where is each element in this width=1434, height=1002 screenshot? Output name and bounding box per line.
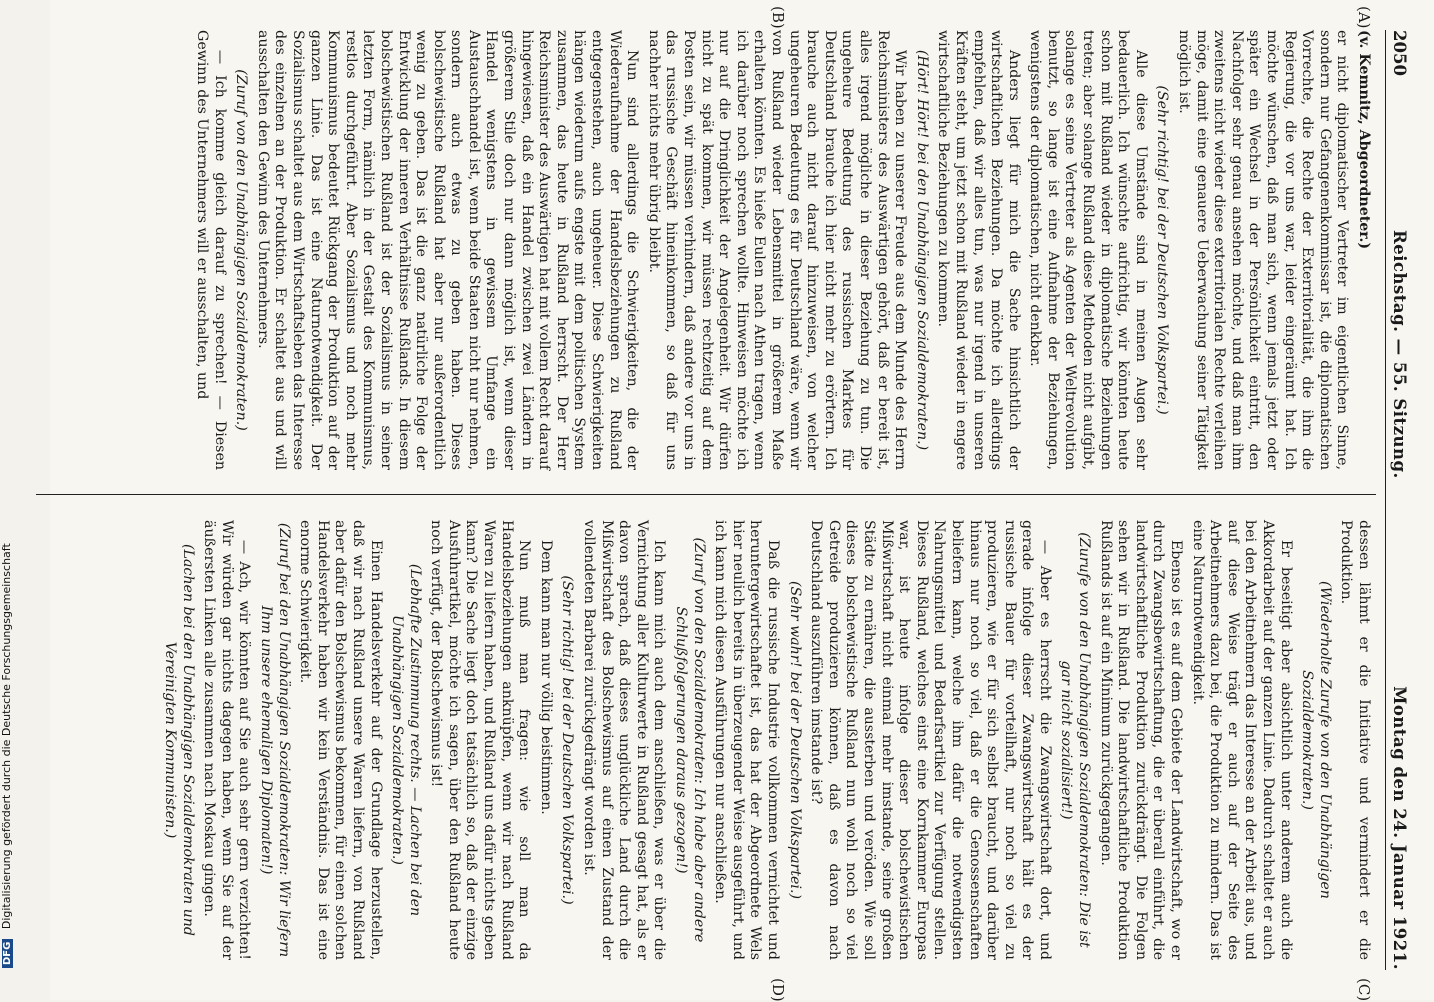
funding-credit-text: Digitalisierung gefördert durch die Deutsche Forschungsgemeinschaft	[0, 543, 13, 930]
paragraph: — Aber es herrscht die Zwangswirtschaft dort, und gerade infolge dieser Zwangswirtschaft hält es der russische Bauer für vorteilhaft, nur noch so viel zu produzieren, wie er für sich selbst braucht, und darüber hinaus nur noch so viel, daß er die Genossenschaften beliefern kann, welche ihm dafür die notwendigsten Nahrungsmittel und Bedarfsartikel zur Verfügung stellen. Dieses Rußland, welches einst eine Kornkammer Europas war, ist heute infolge dieser bolschewistischen Mißwirtschaft nicht einmal mehr imstande, seine großen Städte zu ernähren, die aussterben und veröden. Wie soll dieses bolschewistische Rußland nun wohl noch so viel Getreide produzieren können, daß es davon nach Deutschland auszuführen imstande ist?	[808, 520, 1053, 960]
page-header	[1385, 30, 1410, 970]
reaction: (Zurufe von den Unabhängigen Sozialdemokraten: Die ist gar nicht sozialisiert!)	[1058, 532, 1093, 948]
session-date: Montag den 24. Januar 1921.	[1390, 686, 1409, 970]
reaction: (Lebhafte Zustimmung rechts. — Lachen bei den Unabhängigen Sozialdemokraten.)	[389, 563, 423, 917]
paragraph: Er beseitigt aber absichtlich unter anderem auch die Akkordarbeit auf der ganzen Linie. Dadurch schaltet er auch bei den Arbeitnehmern das Interesse an der Arbeit aus, und auf diese Weise trägt er auch auf der Seite des Arbeitnehmers dazu bei, die Produktion zu mindern. Das ist eine Naturnotwendigkeit.	[1189, 520, 1294, 960]
reaction: (Lachen bei den Unabhängigen Sozialdemokraten und Vereinigten Kommunisten.)	[162, 544, 196, 936]
reaction: (Wiederholte Zurufe von den Unabhängigen Sozialdemokraten.)	[1299, 581, 1333, 899]
paragraph: Dem kann man nur völlig beistimmen.	[537, 539, 554, 815]
dfg-logo-icon: DFG	[2, 939, 13, 968]
funding-credit	[0, 0, 13, 968]
reaction: (Zuruf von den Sozialdemokraten: Ich habe aber andere Schlußfolgerungen daraus gezogen!)	[673, 537, 707, 943]
page-number: 2050	[1390, 30, 1409, 76]
reaction: (Sehr wahr! bei der Deutschen Volkspartei.)	[786, 580, 803, 900]
paragraph: Ich kann mich auch dem anschließen, was er über die Vernichtung aller Kulturwerte in Rußland gesagt hat, als er davon sprach, daß dieses unglückliche Land durch die Mißwirtschaft des Bolschewismus auf einen Zustand der vollendeten Barbarei zurückgedrängt worden ist.	[581, 520, 668, 960]
right-column	[156, 520, 1372, 960]
speaker-label: (v. Kemnitz, Abgeordneter.)	[1356, 30, 1372, 250]
paragraph: Ebenso ist es auf dem Gebiete der Landwirtschaft, wo er durch Zwangsbewirtschaftung, die er überall einführt, die landwirtschaftliche Produktion zurückdrängt. Die Folgen sehen wir in Rußland. Die landwirtschaftliche Produktion Rußlands ist auf ein Minimum zurückgegangen.	[1097, 520, 1185, 960]
margin-marker-d: (D)	[769, 978, 787, 1002]
margin-marker-a: (A)	[1355, 6, 1373, 29]
reaction: (Sehr richtig! bei der Deutschen Volkspartei.)	[559, 575, 576, 905]
paragraph: er nicht diplomatischer Vertreter im eigentlichen Sinne, sondern nur Gefangenenkommissar ist, die diplomatischen Vorrechte, die Rechte der Exterritorialität, die ihm die Regierung, die vor uns war, leider eingeräumt hat. Ich möchte wünschen, daß man sich, wenn jemals jetzt oder später ein Wechsel in der Persönlichkeit eintritt, den Nachfolger sehr genau ansehen möchte, und daß man ihm zweitens nicht wieder diese exterritorialen Rechte verleihen möge, damit eine genauere Ueberwachung seiner Tätigkeit möglich ist.	[1176, 30, 1351, 470]
reaction: (Zuruf bei den Unabhängigen Sozialdemokraten: Wir liefern Ihm unsere ehemaligen Diplomaten!)	[257, 522, 292, 958]
margin-marker-c: (C)	[1355, 978, 1373, 1002]
paragraph: Wir haben zu unserer Freude aus dem Munde des Herrn Reichsministers des Auswärtigen gehört, daß er bereit ist, alles irgend mögliche in dieser Beziehung zu tun. Die ungeheure Bedeutung des russischen Marktes für Deutschland brauche ich hier nicht mehr zu erörtern. Ich brauche auch nicht darauf hinzuweisen, von welcher ungeheuren Bedeutung es für Deutschland wäre, wenn wir von Rußland wieder Lebensmittel in größerem Maße erhalten könnten. Es hieße Eulen nach Athen tragen, wenn ich darüber noch sprechen wollte. Hinweisen möchte ich nur auf die Dringlichkeit der Angelegenheit. Wir dürfen nicht zu spät kommen, wir müssen rechtzeitig auf dem Posten sein, wir müssen verhindern, daß andere vor uns in das russische Geschäft hineinkommen, so daß für uns nachher nichts mehr übrig bleibt.	[645, 30, 909, 470]
column-divider	[36, 494, 1376, 495]
paragraph: Anders liegt für mich die Sache hinsichtlich der wirtschaftlichen Beziehungen. Da möchte ich allerdings empfehlen, daß wir alles tun, was nur irgend in unseren Kräften steht, um jetzt schon mit Rußland wieder in engere wirtschaftliche Beziehungen zu kommen.	[935, 30, 1022, 470]
document-page	[50, 0, 1434, 1000]
paragraph: Alle diese Umstände sind in meinen Augen sehr bedauerlich. Ich wünschte aufrichtig, wir könnten heute schon mit Rußland wieder in diplomatische Beziehungen treten; aber solange Rußland diese Methoden nicht aufgibt, solange es seine Vertreter als Agenten der Weltrevolution benutzt, so lange ist eine Aufnahme der Beziehungen, wenigstens der diplomatischen, nicht denkbar.	[1027, 30, 1149, 470]
left-column	[188, 30, 1372, 470]
reaction: (Hört! Hört! bei den Unabhängigen Sozialdemokraten.)	[913, 49, 930, 451]
paragraph: dessen lähmt er die Initiative und vermindert er die Produktion.	[1338, 520, 1372, 960]
digitization-footer	[0, 0, 30, 1000]
paragraph: — Ich komme gleich darauf zu sprechen! — Diesen Gewinn des Unternehmers will er ausschalten, und	[194, 30, 228, 470]
margin-marker-b: (B)	[769, 6, 787, 29]
paragraph: Nun muß man fragen: wie soll man da Handelsbeziehungen anknüpfen, wenn wir nach Rußland Waren zu liefern haben, und Rußland uns dafür nichts geben kann? Die Sache liegt doch tatsächlich so, daß der einzige Ausfuhrartikel, möchte ich sagen, über den Rußland heute noch verfügt, der Bolschewismus ist!	[428, 520, 533, 960]
paragraph: Nun sind allerdings die Schwierigkeiten, die der Wiederaufnahme der Handelsbeziehungen zu Rußland entgegenstehen, auch ungeheuer. Diese Schwierigkeiten hängen wiederum aufs engste mit dem politischen System zusammen, das heute in Rußland herrscht. Der Herr Reichsminister des Auswärtigen hat mit vollem Recht darauf hingewiesen, daß ein Handel zwischen zwei Ländern in größerem Stile doch nur dann möglich ist, wenn dieser Handel wenigstens in gewissem Umfange ein Austauschhandel ist, wenn beide Staaten nicht nur nehmen, sondern auch etwas zu geben haben. Dieses bolschewistische Rußland hat aber nur außerordentlich wenig zu geben. Das ist die ganz natürliche Folge der Entwicklung der inneren Verhältnisse Rußlands. In diesem bolschewistischen Rußland ist der Sozialismus in seiner letzten Form, nämlich in der Gestalt des Kommunismus, restlos durchgeführt. Aber Sozialismus und noch mehr Kommunismus bedeutet Rückgang der Produktion auf der ganzen Linie. Das ist eine Naturnotwendigkeit. Der Sozialismus schaltet aus dem Wirtschaftsleben das Interesse des einzelnen an der Produktion. Er schaltet aus und will ausschalten den Gewinn des Unternehmers.	[254, 30, 641, 470]
paragraph: — Ach, wir könnten auf Sie auch sehr gern verzichten! Wir würden gar nichts dagegen haben, wenn Sie auf der äußersten Linken alle zusammen nach Moskau gingen.	[201, 520, 253, 960]
session-title: Reichstag. — 55. Sitzung.	[1390, 230, 1409, 479]
reaction: (Sehr richtig! bei der Deutschen Volkspartei.)	[1154, 85, 1171, 415]
paragraph: Einen Handelsverkehr auf der Grundlage herzustellen, daß wir nach Rußland unsere Waren liefern, von Rußland aber dafür den Bolschewismus bekommen, für einen solchen Handelsverkehr haben wir kein Verständnis. Das ist eine enorme Schwierigkeit.	[297, 520, 384, 960]
paragraph: Daß die russische Industrie vollkommen vernichtet und heruntergewirtschaftet ist, das hat der Abgeordnete Wels hier neulich bereits in überzeugender Weise ausgeführt, und ich kann mich diesen Ausführungen nur anschließen.	[712, 520, 781, 960]
reaction: (Zuruf von den Unabhängigen Sozialdemokraten.)	[233, 69, 250, 431]
